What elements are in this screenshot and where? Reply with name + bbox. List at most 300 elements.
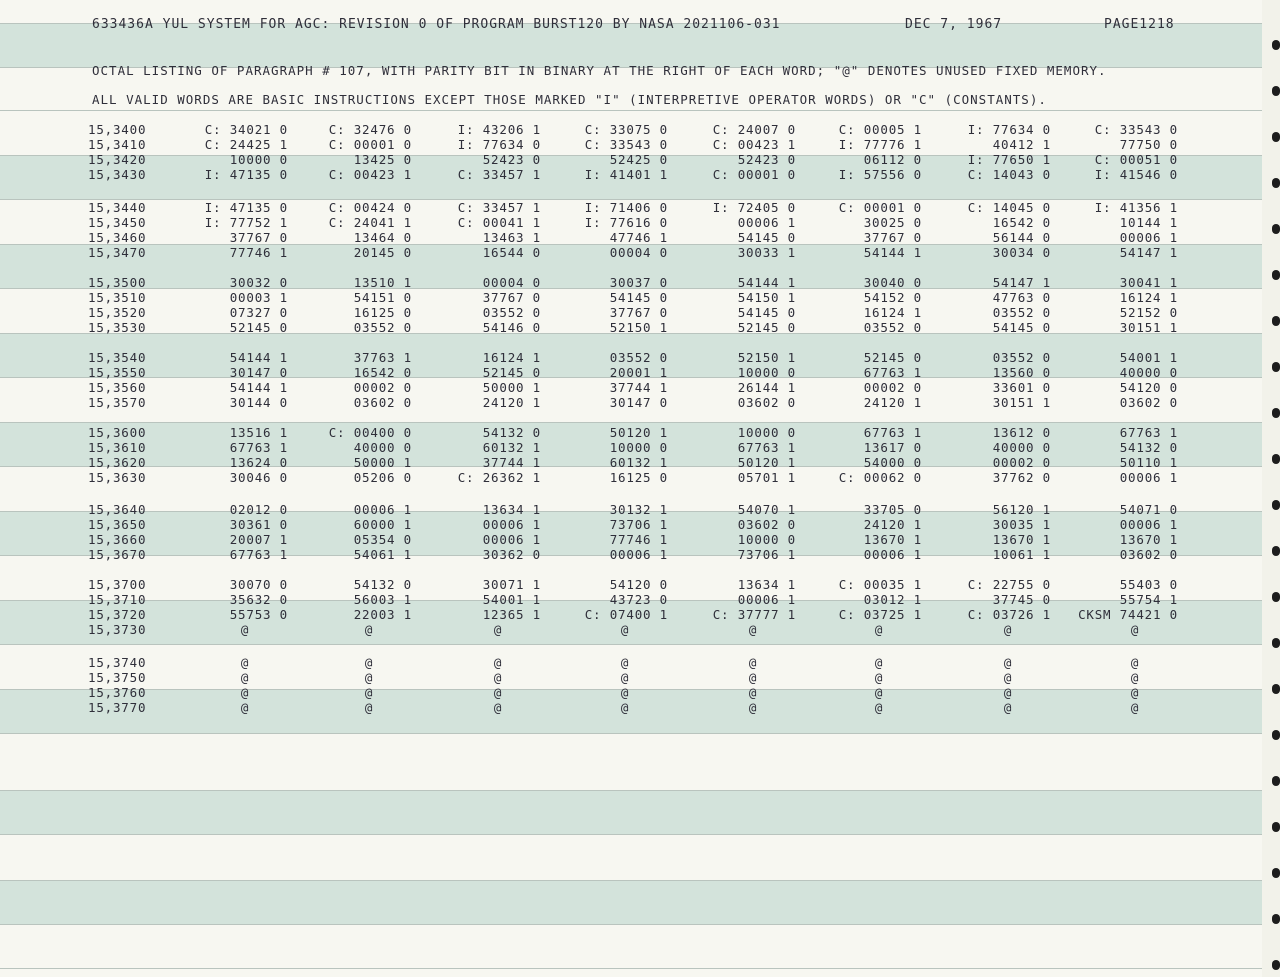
octal-word-cell: 00006 1 <box>482 532 541 547</box>
row-address: 15,3470 <box>88 245 147 260</box>
octal-word-cell: 50120 1 <box>609 425 668 440</box>
octal-word-cell: C: 00001 0 <box>712 167 796 182</box>
octal-word-cell: 13634 1 <box>737 577 796 592</box>
unused-memory-cell: @ <box>748 655 758 670</box>
octal-word-cell: I: 57556 0 <box>838 167 922 182</box>
octal-word-cell: 30362 0 <box>482 547 541 562</box>
octal-word-cell: 10061 1 <box>992 547 1051 562</box>
row-address: 15,3640 <box>88 502 147 517</box>
octal-word-cell: 16542 0 <box>353 365 412 380</box>
octal-word-cell: 30151 1 <box>1119 320 1178 335</box>
octal-word-cell: 77746 1 <box>609 532 668 547</box>
feed-hole-icon <box>1272 86 1280 96</box>
unused-memory-cell: @ <box>874 670 884 685</box>
octal-word-cell: 52425 0 <box>609 152 668 167</box>
octal-word-cell: 37745 0 <box>992 592 1051 607</box>
octal-word-cell: 07327 0 <box>229 305 288 320</box>
feed-hole-icon <box>1272 40 1280 50</box>
octal-word-cell: 03602 0 <box>1119 547 1178 562</box>
octal-word-cell: 47746 1 <box>609 230 668 245</box>
feed-hole-icon <box>1272 546 1280 556</box>
feed-hole-icon <box>1272 684 1280 694</box>
feed-hole-icon <box>1272 868 1280 878</box>
octal-word-cell: 30046 0 <box>229 470 288 485</box>
octal-word-cell: 13670 1 <box>992 532 1051 547</box>
octal-word-cell: 54152 0 <box>863 290 922 305</box>
listing-title: OCTAL LISTING OF PARAGRAPH # 107, WITH PARITY BIT IN BINARY AT THE RIGHT OF EACH WORD; "@" DENOTES UNUSED FIXED MEMORY. <box>92 63 1107 78</box>
octal-word-cell: C: 33075 0 <box>584 122 668 137</box>
unused-memory-cell: @ <box>874 622 884 637</box>
octal-word-cell: 52145 0 <box>482 365 541 380</box>
row-address: 15,3700 <box>88 577 147 592</box>
octal-word-cell: 10000 0 <box>609 440 668 455</box>
unused-memory-cell: @ <box>1130 655 1140 670</box>
octal-word-cell: C: 33457 1 <box>457 200 541 215</box>
octal-word-cell: 54145 0 <box>737 305 796 320</box>
unused-memory-cell: @ <box>1130 622 1140 637</box>
octal-word-cell: 30070 0 <box>229 577 288 592</box>
feed-hole-icon <box>1272 316 1280 326</box>
octal-word-cell: I: 43206 1 <box>457 122 541 137</box>
octal-word-cell: 30040 0 <box>863 275 922 290</box>
octal-word-cell: 13617 0 <box>863 440 922 455</box>
row-address: 15,3740 <box>88 655 147 670</box>
octal-word-cell: 67763 1 <box>229 547 288 562</box>
octal-word-cell: 03602 0 <box>737 395 796 410</box>
octal-word-cell: C: 00400 0 <box>328 425 412 440</box>
octal-word-cell: 24120 1 <box>482 395 541 410</box>
octal-word-cell: 37762 0 <box>992 470 1051 485</box>
feed-hole-icon <box>1272 730 1280 740</box>
unused-memory-cell: @ <box>1003 685 1013 700</box>
octal-word-cell: 10000 0 <box>737 532 796 547</box>
octal-word-cell: 54132 0 <box>482 425 541 440</box>
octal-word-cell: C: 24041 1 <box>328 215 412 230</box>
feed-hole-icon <box>1272 500 1280 510</box>
row-address: 15,3670 <box>88 547 147 562</box>
feed-hole-icon <box>1272 454 1280 464</box>
octal-word-cell: 30071 1 <box>482 577 541 592</box>
unused-memory-cell: @ <box>364 622 374 637</box>
octal-word-cell: 54001 1 <box>482 592 541 607</box>
octal-word-cell: 00006 1 <box>1119 230 1178 245</box>
octal-word-cell: 05354 0 <box>353 532 412 547</box>
octal-word-cell: C: 00051 0 <box>1094 152 1178 167</box>
octal-word-cell: 00006 1 <box>1119 470 1178 485</box>
unused-memory-cell: @ <box>364 685 374 700</box>
octal-word-cell: 13516 1 <box>229 425 288 440</box>
octal-word-cell: C: 24007 0 <box>712 122 796 137</box>
octal-word-cell: C: 37777 1 <box>712 607 796 622</box>
octal-word-cell: 67763 1 <box>863 365 922 380</box>
feed-hole-icon <box>1272 362 1280 372</box>
feed-hole-icon <box>1272 592 1280 602</box>
octal-word-cell: 37767 0 <box>863 230 922 245</box>
octal-word-cell: 03552 0 <box>992 350 1051 365</box>
unused-memory-cell: @ <box>240 670 250 685</box>
octal-word-cell: C: 14043 0 <box>967 167 1051 182</box>
octal-word-cell: 03602 0 <box>353 395 412 410</box>
unused-memory-cell: @ <box>748 685 758 700</box>
octal-word-cell: 26144 1 <box>737 380 796 395</box>
octal-word-cell: 03552 0 <box>863 320 922 335</box>
octal-word-cell: 00006 1 <box>482 517 541 532</box>
octal-word-cell: 03012 1 <box>863 592 922 607</box>
octal-word-cell: 54132 0 <box>353 577 412 592</box>
octal-word-cell: 03602 0 <box>1119 395 1178 410</box>
octal-word-cell: 20001 1 <box>609 365 668 380</box>
octal-word-cell: 60132 1 <box>609 455 668 470</box>
octal-word-cell: 54151 0 <box>353 290 412 305</box>
unused-memory-cell: @ <box>1003 700 1013 715</box>
octal-word-cell: C: 33543 0 <box>584 137 668 152</box>
octal-word-cell: 50120 1 <box>737 455 796 470</box>
row-address: 15,3460 <box>88 230 147 245</box>
row-address: 15,3620 <box>88 455 147 470</box>
octal-word-cell: 52423 0 <box>482 152 541 167</box>
unused-memory-cell: @ <box>240 685 250 700</box>
unused-memory-cell: @ <box>493 700 503 715</box>
octal-word-cell: 54061 1 <box>353 547 412 562</box>
octal-word-cell: 16124 1 <box>863 305 922 320</box>
unused-memory-cell: @ <box>748 700 758 715</box>
unused-memory-cell: @ <box>364 670 374 685</box>
octal-word-cell: 03552 0 <box>482 305 541 320</box>
octal-word-cell: 30035 1 <box>992 517 1051 532</box>
octal-word-cell: 30361 0 <box>229 517 288 532</box>
octal-word-cell: 77746 1 <box>229 245 288 260</box>
row-address: 15,3560 <box>88 380 147 395</box>
feed-hole-icon <box>1272 638 1280 648</box>
octal-word-cell: 22003 1 <box>353 607 412 622</box>
octal-word-cell: 55403 0 <box>1119 577 1178 592</box>
row-address: 15,3570 <box>88 395 147 410</box>
octal-word-cell: I: 47135 0 <box>204 167 288 182</box>
row-address: 15,3760 <box>88 685 147 700</box>
octal-word-cell: C: 33543 0 <box>1094 122 1178 137</box>
octal-word-cell: 60132 1 <box>482 440 541 455</box>
octal-word-cell: I: 77752 1 <box>204 215 288 230</box>
octal-word-cell: 16544 0 <box>482 245 541 260</box>
row-address: 15,3520 <box>88 305 147 320</box>
octal-word-cell: 30147 0 <box>609 395 668 410</box>
feed-hole-icon <box>1272 132 1280 142</box>
octal-word-cell: 54144 1 <box>737 275 796 290</box>
octal-word-cell: 54132 0 <box>1119 440 1178 455</box>
row-address: 15,3450 <box>88 215 147 230</box>
octal-word-cell: 56003 1 <box>353 592 412 607</box>
octal-word-cell: 00006 1 <box>737 592 796 607</box>
row-address: 15,3500 <box>88 275 147 290</box>
unused-memory-cell: @ <box>1003 670 1013 685</box>
octal-word-cell: 67763 1 <box>1119 425 1178 440</box>
octal-word-cell: 00006 1 <box>609 547 668 562</box>
octal-word-cell: 52145 0 <box>737 320 796 335</box>
octal-word-cell: 40000 0 <box>1119 365 1178 380</box>
octal-word-cell: 67763 1 <box>229 440 288 455</box>
octal-word-cell: 24120 1 <box>863 395 922 410</box>
octal-word-cell: 55754 1 <box>1119 592 1178 607</box>
octal-word-cell: I: 77776 1 <box>838 137 922 152</box>
unused-memory-cell: @ <box>493 655 503 670</box>
octal-word-cell: C: 14045 0 <box>967 200 1051 215</box>
octal-word-cell: 00002 0 <box>992 455 1051 470</box>
octal-word-cell: 40000 0 <box>353 440 412 455</box>
octal-word-cell: 55753 0 <box>229 607 288 622</box>
octal-word-cell: 54071 0 <box>1119 502 1178 517</box>
octal-word-cell: I: 41401 1 <box>584 167 668 182</box>
octal-word-cell: 16125 0 <box>353 305 412 320</box>
job-header: 633436A YUL SYSTEM FOR AGC: REVISION 0 OF PROGRAM BURST120 BY NASA 2021106-031 <box>92 17 781 32</box>
row-address: 15,3440 <box>88 200 147 215</box>
octal-word-cell: 56144 0 <box>992 230 1051 245</box>
octal-word-cell: 77750 0 <box>1119 137 1178 152</box>
octal-word-cell: 30032 0 <box>229 275 288 290</box>
octal-word-cell: C: 00041 1 <box>457 215 541 230</box>
octal-word-cell: C: 00062 0 <box>838 470 922 485</box>
octal-word-cell: 54146 0 <box>482 320 541 335</box>
octal-word-cell: 54147 1 <box>1119 245 1178 260</box>
octal-word-cell: C: 32476 0 <box>328 122 412 137</box>
octal-word-cell: 54070 1 <box>737 502 796 517</box>
unused-memory-cell: @ <box>748 622 758 637</box>
listing-date: DEC 7, 1967 <box>905 17 1003 32</box>
octal-word-cell: 03552 0 <box>992 305 1051 320</box>
octal-word-cell: 13624 0 <box>229 455 288 470</box>
unused-memory-cell: @ <box>364 655 374 670</box>
row-address: 15,3420 <box>88 152 147 167</box>
feed-hole-icon <box>1272 270 1280 280</box>
octal-word-cell: 73706 1 <box>737 547 796 562</box>
octal-word-cell: 03602 0 <box>737 517 796 532</box>
row-address: 15,3630 <box>88 470 147 485</box>
octal-word-cell: 47763 0 <box>992 290 1051 305</box>
octal-word-cell: 40412 1 <box>992 137 1051 152</box>
octal-word-cell: 54144 1 <box>229 380 288 395</box>
octal-word-cell: 02012 0 <box>229 502 288 517</box>
octal-word-cell: 67763 1 <box>863 425 922 440</box>
unused-memory-cell: @ <box>748 670 758 685</box>
listing-subtitle: ALL VALID WORDS ARE BASIC INSTRUCTIONS EXCEPT THOSE MARKED "I" (INTERPRETIVE OPERATOR WORDS) OR "C" (CONSTANTS). <box>92 92 1047 107</box>
octal-word-cell: 20145 0 <box>353 245 412 260</box>
octal-word-cell: I: 77650 1 <box>967 152 1051 167</box>
octal-word-cell: 35632 0 <box>229 592 288 607</box>
feed-hole-icon <box>1272 914 1280 924</box>
row-address: 15,3600 <box>88 425 147 440</box>
octal-word-cell: C: 07400 1 <box>584 607 668 622</box>
tractor-feed-edge <box>1262 0 1280 977</box>
feed-hole-icon <box>1272 822 1280 832</box>
octal-word-cell: C: 03726 1 <box>967 607 1051 622</box>
octal-word-cell: 00004 0 <box>482 275 541 290</box>
octal-word-cell: 60000 1 <box>353 517 412 532</box>
row-address: 15,3650 <box>88 517 147 532</box>
octal-word-cell: 30033 1 <box>737 245 796 260</box>
unused-memory-cell: @ <box>240 700 250 715</box>
unused-memory-cell: @ <box>1130 670 1140 685</box>
unused-memory-cell: @ <box>1130 700 1140 715</box>
octal-word-cell: 00004 0 <box>609 245 668 260</box>
octal-word-cell: 10000 0 <box>737 365 796 380</box>
octal-word-cell: 54120 0 <box>1119 380 1178 395</box>
octal-word-cell: 52145 0 <box>229 320 288 335</box>
octal-word-cell: C: 00423 1 <box>712 137 796 152</box>
octal-word-cell: I: 77616 0 <box>584 215 668 230</box>
octal-word-cell: 30144 0 <box>229 395 288 410</box>
octal-word-cell: 13670 1 <box>1119 532 1178 547</box>
octal-word-cell: 16124 1 <box>1119 290 1178 305</box>
octal-word-cell: I: 77634 0 <box>457 137 541 152</box>
octal-word-cell: 16124 1 <box>482 350 541 365</box>
row-address: 15,3530 <box>88 320 147 335</box>
feed-hole-icon <box>1272 224 1280 234</box>
unused-memory-cell: @ <box>493 670 503 685</box>
octal-word-cell: 30041 1 <box>1119 275 1178 290</box>
feed-hole-icon <box>1272 776 1280 786</box>
octal-word-cell: I: 71406 0 <box>584 200 668 215</box>
octal-word-cell: 37763 1 <box>353 350 412 365</box>
octal-word-cell: 03552 0 <box>353 320 412 335</box>
octal-word-cell: 00003 1 <box>229 290 288 305</box>
octal-word-cell: I: 41546 0 <box>1094 167 1178 182</box>
octal-word-cell: 13510 1 <box>353 275 412 290</box>
unused-memory-cell: @ <box>493 685 503 700</box>
octal-word-cell: 50110 1 <box>1119 455 1178 470</box>
unused-memory-cell: @ <box>620 655 630 670</box>
octal-word-cell: 13670 1 <box>863 532 922 547</box>
octal-word-cell: 37767 0 <box>482 290 541 305</box>
octal-word-cell: C: 00005 1 <box>838 122 922 137</box>
octal-word-cell: 50000 1 <box>353 455 412 470</box>
octal-word-cell: 13634 1 <box>482 502 541 517</box>
octal-word-cell: C: 00035 1 <box>838 577 922 592</box>
octal-word-cell: 54145 0 <box>992 320 1051 335</box>
row-address: 15,3750 <box>88 670 147 685</box>
octal-word-cell: 30025 0 <box>863 215 922 230</box>
octal-word-cell: 54001 1 <box>1119 350 1178 365</box>
feed-hole-icon <box>1272 960 1280 970</box>
octal-word-cell: C: 00423 1 <box>328 167 412 182</box>
row-address: 15,3410 <box>88 137 147 152</box>
octal-word-cell: I: 77634 0 <box>967 122 1051 137</box>
octal-word-cell: 54144 1 <box>863 245 922 260</box>
octal-word-cell: 13464 0 <box>353 230 412 245</box>
octal-word-cell: 30132 1 <box>609 502 668 517</box>
unused-memory-cell: @ <box>364 700 374 715</box>
octal-word-cell: C: 00001 0 <box>838 200 922 215</box>
unused-memory-cell: @ <box>1003 655 1013 670</box>
octal-word-cell: 13425 0 <box>353 152 412 167</box>
octal-word-cell: C: 26362 1 <box>457 470 541 485</box>
unused-memory-cell: @ <box>493 622 503 637</box>
octal-word-cell: 10000 0 <box>737 425 796 440</box>
octal-word-cell: 24120 1 <box>863 517 922 532</box>
octal-word-cell: 54150 1 <box>737 290 796 305</box>
unused-memory-cell: @ <box>620 622 630 637</box>
octal-word-cell: 00006 1 <box>353 502 412 517</box>
octal-word-cell: 37767 0 <box>229 230 288 245</box>
octal-word-cell: 00002 0 <box>863 380 922 395</box>
octal-word-cell: 54120 0 <box>609 577 668 592</box>
octal-word-cell: 33705 0 <box>863 502 922 517</box>
octal-word-cell: 50000 1 <box>482 380 541 395</box>
octal-word-cell: 43723 0 <box>609 592 668 607</box>
octal-word-cell: 37744 1 <box>609 380 668 395</box>
octal-word-cell: I: 47135 0 <box>204 200 288 215</box>
octal-word-cell: 30037 0 <box>609 275 668 290</box>
feed-hole-icon <box>1272 408 1280 418</box>
octal-word-cell: 00006 1 <box>1119 517 1178 532</box>
octal-word-cell: 13612 0 <box>992 425 1051 440</box>
greenbar-band <box>0 790 1262 834</box>
octal-word-cell: 52152 0 <box>1119 305 1178 320</box>
unused-memory-cell: @ <box>620 670 630 685</box>
octal-word-cell: 73706 1 <box>609 517 668 532</box>
octal-word-cell: 05206 0 <box>353 470 412 485</box>
octal-word-cell: 54144 1 <box>229 350 288 365</box>
octal-word-cell: C: 33457 1 <box>457 167 541 182</box>
row-address: 15,3540 <box>88 350 147 365</box>
row-address: 15,3720 <box>88 607 147 622</box>
octal-word-cell: 30147 0 <box>229 365 288 380</box>
row-address: 15,3400 <box>88 122 147 137</box>
octal-word-cell: C: 34021 0 <box>204 122 288 137</box>
octal-word-cell: 00006 1 <box>863 547 922 562</box>
octal-word-cell: 16542 0 <box>992 215 1051 230</box>
row-address: 15,3430 <box>88 167 147 182</box>
row-address: 15,3660 <box>88 532 147 547</box>
unused-memory-cell: @ <box>240 622 250 637</box>
octal-word-cell: C: 22755 0 <box>967 577 1051 592</box>
row-address: 15,3550 <box>88 365 147 380</box>
unused-memory-cell: @ <box>1003 622 1013 637</box>
unused-memory-cell: @ <box>874 655 884 670</box>
octal-word-cell: C: 24425 1 <box>204 137 288 152</box>
octal-word-cell: CKSM 74421 0 <box>1078 607 1178 622</box>
octal-word-cell: 52150 1 <box>737 350 796 365</box>
octal-word-cell: 30151 1 <box>992 395 1051 410</box>
octal-word-cell: C: 00424 0 <box>328 200 412 215</box>
octal-word-cell: 05701 1 <box>737 470 796 485</box>
octal-word-cell: 54147 1 <box>992 275 1051 290</box>
octal-word-cell: 52150 1 <box>609 320 668 335</box>
octal-word-cell: 12365 1 <box>482 607 541 622</box>
unused-memory-cell: @ <box>1130 685 1140 700</box>
octal-word-cell: 20007 1 <box>229 532 288 547</box>
octal-word-cell: 10000 0 <box>229 152 288 167</box>
octal-word-cell: 03552 0 <box>609 350 668 365</box>
octal-word-cell: C: 00001 0 <box>328 137 412 152</box>
greenbar-band <box>0 880 1262 924</box>
octal-word-cell: 54145 0 <box>609 290 668 305</box>
octal-word-cell: 40000 0 <box>992 440 1051 455</box>
unused-memory-cell: @ <box>240 655 250 670</box>
octal-word-cell: 54000 0 <box>863 455 922 470</box>
unused-memory-cell: @ <box>874 700 884 715</box>
row-address: 15,3510 <box>88 290 147 305</box>
octal-word-cell: I: 72405 0 <box>712 200 796 215</box>
unused-memory-cell: @ <box>874 685 884 700</box>
octal-word-cell: 52423 0 <box>737 152 796 167</box>
octal-word-cell: 13463 1 <box>482 230 541 245</box>
octal-word-cell: 06112 0 <box>863 152 922 167</box>
row-address: 15,3730 <box>88 622 147 637</box>
unused-memory-cell: @ <box>620 700 630 715</box>
row-address: 15,3610 <box>88 440 147 455</box>
row-address: 15,3710 <box>88 592 147 607</box>
octal-word-cell: 37767 0 <box>609 305 668 320</box>
octal-word-cell: 16125 0 <box>609 470 668 485</box>
